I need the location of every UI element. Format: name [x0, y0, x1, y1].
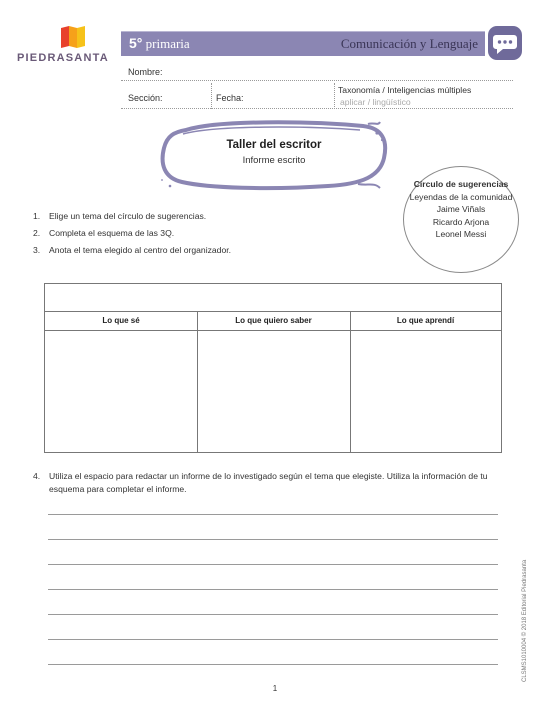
instruction-number: 2. — [33, 228, 41, 238]
instruction-text: Elige un tema del círculo de sugerencias. — [49, 211, 207, 221]
grade-label — [129, 35, 190, 52]
suggestion-title: Círculo de sugerencias — [413, 179, 509, 189]
workshop-subtitle: Informe escrito — [242, 155, 306, 166]
row-separator — [334, 83, 335, 109]
writing-line[interactable] — [48, 614, 498, 615]
writing-line[interactable] — [48, 639, 498, 640]
suggestion-circle-text — [403, 178, 519, 241]
cell-learned[interactable] — [351, 332, 501, 452]
suggestion-item: Leonel Messi — [435, 229, 487, 240]
row-separator — [211, 83, 212, 109]
taxonomy-value: aplicar / lingüístico — [340, 97, 411, 107]
chat-bubble-icon — [487, 25, 523, 61]
cell-know[interactable] — [46, 332, 196, 452]
copyright-code: CLSMS1010004 © 2018 Editorial Piedrasanta — [522, 559, 528, 682]
publisher-logo-icon — [58, 26, 88, 48]
subject-title: Comunicación y Lenguaje — [340, 36, 478, 51]
column-header-learned: Lo que aprendí — [396, 316, 455, 325]
cell-want[interactable] — [198, 332, 349, 452]
prompt-number: 4. — [33, 471, 41, 481]
writing-line[interactable] — [48, 514, 498, 515]
page-number: 1 — [272, 684, 278, 693]
instruction-item — [33, 245, 231, 255]
taxonomy-label: Taxonomía / Inteligencias múltiples — [338, 85, 472, 95]
suggestion-item: Jaime Viñals — [436, 204, 486, 215]
instruction-number: 3. — [33, 245, 41, 255]
suggestion-item: Leyendas de la comunidad — [409, 191, 513, 202]
workshop-title: Taller del escritor — [226, 139, 322, 151]
writing-line[interactable] — [48, 664, 498, 665]
writing-line[interactable] — [48, 564, 498, 565]
instruction-item — [33, 211, 206, 221]
instruction-item — [33, 228, 174, 238]
suggestion-item: Ricardo Arjona — [432, 216, 490, 227]
date-label: Fecha: — [216, 93, 244, 103]
instruction-text: Anota el tema elegido al centro del organizador. — [49, 245, 232, 255]
instruction-number: 1. — [33, 211, 41, 221]
grade-level: primaria — [145, 36, 190, 51]
instruction-text: Completa el esquema de las 3Q. — [49, 228, 175, 238]
name-field[interactable] — [121, 80, 513, 81]
section-label: Sección: — [128, 93, 163, 103]
column-header-know: Lo que sé — [102, 316, 140, 325]
grade-number: 5° — [129, 35, 143, 51]
prompt-text: Utiliza el espacio para redactar un informe de lo investigado según el tema que elegiste. Utiliza la información de tu esquema para completar el informe. — [49, 471, 488, 494]
column-header-want: Lo que quiero saber — [235, 316, 312, 325]
kwl-table — [44, 283, 502, 453]
name-label: Nombre: — [128, 67, 163, 77]
writing-prompt — [33, 470, 493, 495]
publisher-name: PIEDRASANTA — [17, 52, 109, 64]
writing-line[interactable] — [48, 589, 498, 590]
section-date-field[interactable] — [121, 108, 513, 109]
writing-line[interactable] — [48, 539, 498, 540]
